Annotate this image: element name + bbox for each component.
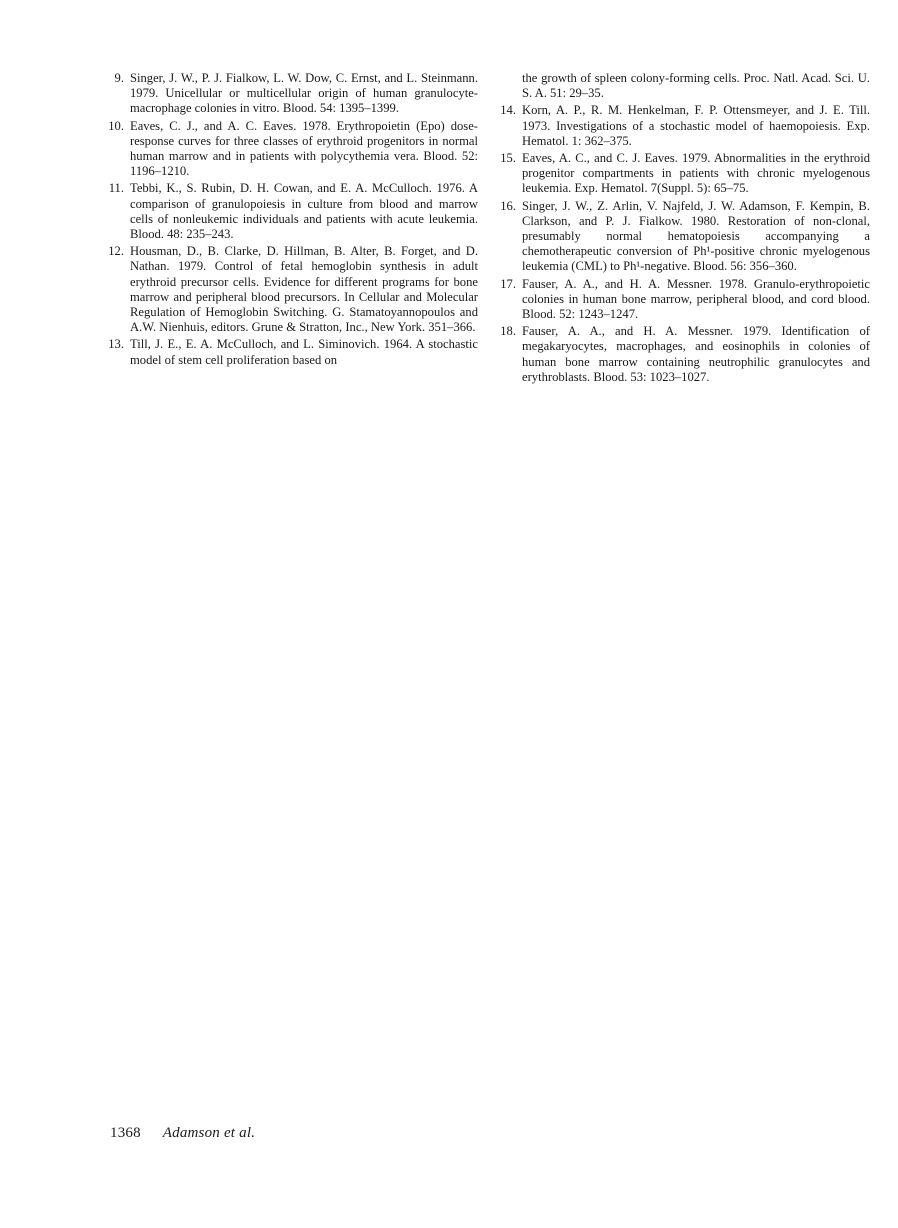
reference-text: Fauser, A. A., and H. A. Messner. 1978. Granulo-erythropoietic colonies in human bone marrow, peripheral blood, and cord blood. Blood. 52: 1243–1247. <box>522 276 870 322</box>
reference-text: Singer, J. W., P. J. Fialkow, L. W. Dow, C. Ernst, and L. Steinmann. 1979. Unicellular or multicellular origin of human granulocyte-macrophage colonies in vitro. Blood. 54: 1395–1399. <box>130 71 478 116</box>
reference-text: Singer, J. W., Z. Arlin, V. Najfeld, J. W. Adamson, F. Kempin, B. Clarkson, and P. J. Fialkow. 1980. Restoration of non-clonal, presumably normal hematopoiesis accompanying a chemotherapeutic conversion of Ph¹-positive chronic myelogenous leukemia (CML) to Ph¹-negative. Blood. 56: 356–360. <box>522 198 870 274</box>
reference-item <box>108 337 478 367</box>
reference-number: 12. <box>108 244 124 259</box>
reference-item <box>108 244 478 335</box>
reference-number: 14. <box>500 103 516 118</box>
reference-text: Fauser, A. A., and H. A. Messner. 1979. Identification of megakaryocytes, macrophages, and eosinophils in colonies of human bone marrow containing neutrophilic granulocytes and erythroblasts. Blood. 53: 1023–1027. <box>522 324 870 384</box>
reference-number: 13. <box>108 337 124 352</box>
reference-item <box>108 71 478 117</box>
reference-text: Korn, A. P., R. M. Henkelman, F. P. Ottensmeyer, and J. E. Till. 1973. Investigations of a stochastic model of haemopoiesis. Exp. Hematol. 1: 362–375. <box>522 103 870 148</box>
reference-item <box>108 119 478 180</box>
reference-text: Till, J. E., E. A. McCulloch, and L. Siminovich. 1964. A stochastic model of stem cell proliferation based on <box>130 337 478 367</box>
page-footer <box>110 1125 255 1142</box>
reference-number: 16. <box>500 198 516 213</box>
references-right-column <box>500 71 870 387</box>
page-number: 1368 <box>110 1125 141 1141</box>
reference-number: 10. <box>108 118 124 133</box>
reference-text: Tebbi, K., S. Rubin, D. H. Cowan, and E. A. McCulloch. 1976. A comparison of granulopoiesis in culture from blood and marrow cells of nonleukemic individuals and patients with acute leukemia. Blood. 48: 235–243. <box>130 181 478 242</box>
reference-number: 9. <box>114 71 124 85</box>
reference-item <box>108 181 478 242</box>
reference-item <box>500 199 870 275</box>
reference-number: 15. <box>500 151 516 166</box>
reference-item <box>500 151 870 197</box>
reference-text: Eaves, C. J., and A. C. Eaves. 1978. Erythropoietin (Epo) dose-response curves for three classes of erythroid progenitors in normal human marrow and in patients with polycythemia vera. Blood. 52: 1196–1210. <box>130 118 478 179</box>
references-left-column <box>108 71 478 370</box>
reference-continuation <box>500 71 870 101</box>
reference-item <box>500 324 870 385</box>
reference-item <box>500 103 870 149</box>
reference-number: 18. <box>500 324 516 339</box>
reference-item <box>500 277 870 323</box>
running-head: Adamson et al. <box>162 1125 256 1141</box>
reference-number: 17. <box>500 276 516 291</box>
reference-text: Housman, D., B. Clarke, D. Hillman, B. Alter, B. Forget, and D. Nathan. 1979. Control of fetal hemoglobin synthesis in adult erythroid precursor cells. Evidence for different programs for bone marrow and peripheral blood precursors. In Cellular and Molecular Regulation of Hemoglobin Switching. G. Stamatoyannopoulos and A.W. Nienhuis, editors. Grune & Stratton, Inc., New York. 351–366. <box>130 244 478 335</box>
reference-text: the growth of spleen colony-forming cells. Proc. Natl. Acad. Sci. U. S. A. 51: 29–35. <box>522 71 870 101</box>
reference-text: Eaves, A. C., and C. J. Eaves. 1979. Abnormalities in the erythroid progenitor compartments in patients with chronic myelogenous leukemia. Exp. Hematol. 7(Suppl. 5): 65–75. <box>522 151 870 196</box>
reference-number: 11. <box>108 181 124 196</box>
